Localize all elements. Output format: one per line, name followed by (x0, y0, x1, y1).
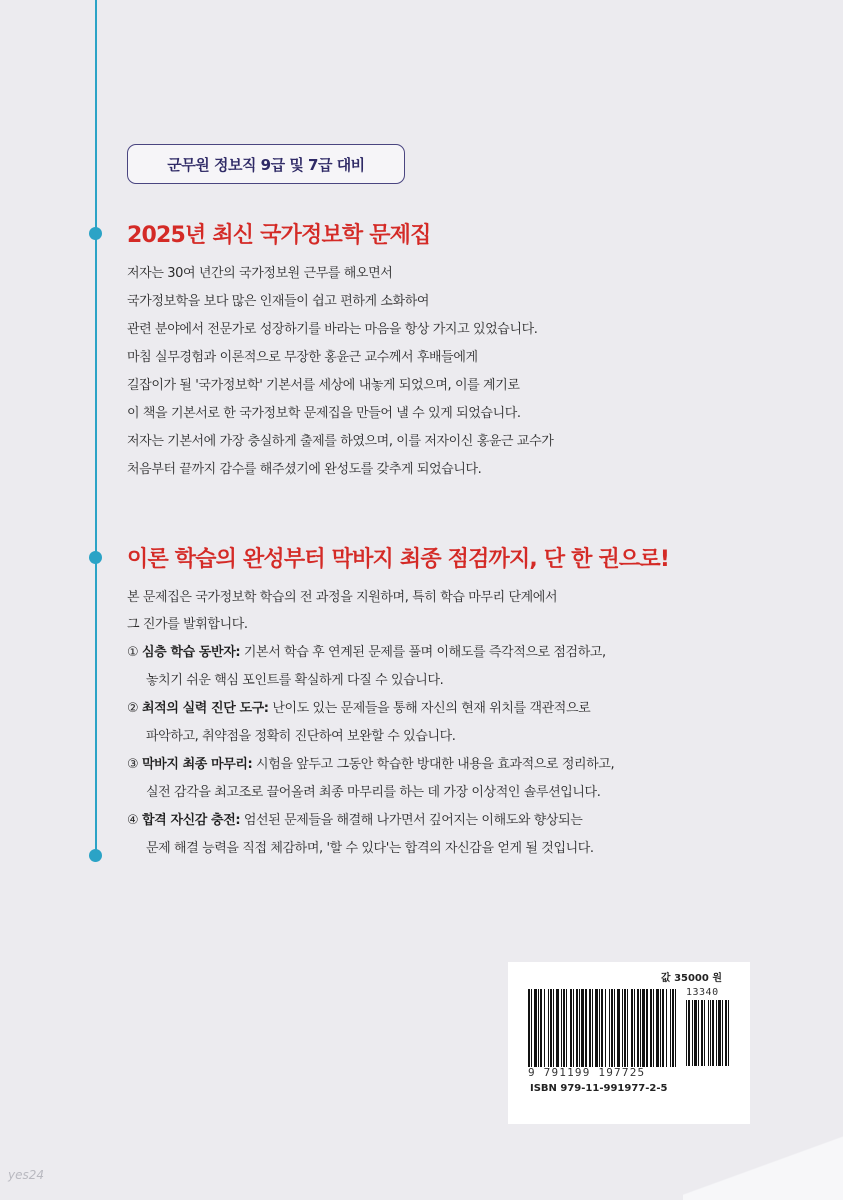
barcode-image (528, 989, 678, 1067)
item-text: 난이도 있는 문제들을 통해 자신의 현재 위치를 객관적으로 (268, 701, 591, 716)
section1-line: 마침 실무경험과 이론적으로 무장한 홍윤근 교수께서 후배들에게 (127, 350, 478, 365)
item-title: 최적의 실력 진단 도구: (142, 701, 269, 716)
item-number: ③ (127, 757, 139, 772)
item-text: 엄선된 문제들을 해결해 나가면서 깊어지는 이해도와 향상되는 (240, 813, 583, 828)
section2-intro-line: 본 문제집은 국가정보학 학습의 전 과정을 지원하며, 특히 학습 마무리 단계에서 (127, 590, 558, 605)
section1-line: 이 책을 기본서로 한 국가정보학 문제집을 만들어 낼 수 있게 되었습니다. (127, 406, 521, 421)
item-title: 합격 자신감 충전: (142, 813, 241, 828)
feature-item (127, 809, 582, 828)
section2-heading: 이론 학습의 완성부터 막바지 최종 점검까지, 단 한 권으로! (127, 547, 670, 572)
item-number: ② (127, 701, 139, 716)
watermark: yes24 (8, 1168, 45, 1182)
section1-line: 처음부터 끝까지 감수를 해주셨기에 완성도를 갖추게 되었습니다. (127, 462, 482, 477)
section1-line: 저자는 30여 년간의 국가정보원 근무를 해오면서 (127, 266, 393, 281)
price-label: 값 35000 원 (660, 973, 722, 984)
item-text: 기본서 학습 후 연계된 문제를 풀며 이해도를 즉각적으로 점검하고, (240, 645, 606, 660)
barcode-panel (508, 962, 750, 1124)
section1-line: 국가정보학을 보다 많은 인재들이 쉽고 편하게 소화하여 (127, 294, 430, 309)
timeline-dot (89, 849, 102, 862)
section1-line: 관련 분야에서 전문가로 성장하기를 바라는 마음을 항상 가지고 있었습니다. (127, 322, 538, 337)
timeline-dot (89, 227, 102, 240)
timeline-dot (89, 551, 102, 564)
feature-item (127, 641, 606, 660)
addon-barcode-image (686, 1000, 732, 1066)
section1-heading: 2025년 최신 국가정보학 문제집 (127, 223, 431, 248)
section2-intro-line: 그 진가를 발휘합니다. (127, 617, 248, 632)
item-continuation: 문제 해결 능력을 직접 체감하며, '할 수 있다'는 합격의 자신감을 얻게 될 것입니다. (146, 841, 594, 856)
section1-line: 길잡이가 될 '국가정보학' 기본서를 세상에 내놓게 되었으며, 이를 계기로 (127, 378, 520, 393)
section1-line: 저자는 기본서에 가장 충실하게 출제를 하였으며, 이를 저자이신 홍윤근 교수가 (127, 434, 554, 449)
feature-item (127, 753, 614, 772)
item-text: 시험을 앞두고 그동안 학습한 방대한 내용을 효과적으로 정리하고, (252, 757, 615, 772)
item-title: 막바지 최종 마무리: (142, 757, 253, 772)
feature-item (127, 697, 590, 716)
item-continuation: 실전 감각을 최고조로 끌어올려 최종 마무리를 하는 데 가장 이상적인 솔루션입니다. (146, 785, 601, 800)
item-number: ④ (127, 813, 139, 828)
addon-code: 13340 (686, 987, 719, 998)
isbn-label: ISBN 979-11-991977-2-5 (530, 1083, 668, 1094)
exam-target-tag: 군무원 정보직 9급 및 7급 대비 (127, 144, 405, 184)
item-continuation: 파악하고, 취약점을 정확히 진단하여 보완할 수 있습니다. (146, 729, 456, 744)
timeline-line (95, 0, 97, 860)
item-title: 심층 학습 동반자: (142, 645, 241, 660)
item-number: ① (127, 645, 139, 660)
item-continuation: 놓치기 쉬운 핵심 포인트를 확실하게 다질 수 있습니다. (146, 673, 444, 688)
barcode-digits: 9 791199 197725 (528, 1066, 646, 1079)
page-corner (683, 1130, 843, 1200)
